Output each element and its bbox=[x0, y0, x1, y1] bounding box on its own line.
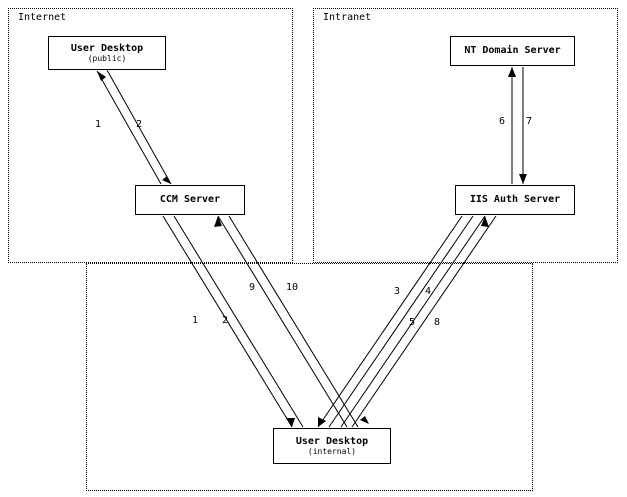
node-title: User Desktop bbox=[295, 435, 369, 447]
edge-label-6: 6 bbox=[499, 116, 506, 127]
intranet-region-label: Intranet bbox=[323, 12, 372, 23]
node-user-desktop-public[interactable] bbox=[48, 36, 166, 70]
edge-label-8: 8 bbox=[434, 317, 441, 328]
edge-label-1-bottom: 1 bbox=[192, 315, 199, 326]
node-subtitle: (internal) bbox=[307, 447, 357, 457]
node-subtitle: (public) bbox=[87, 54, 127, 64]
edge-label-4: 4 bbox=[425, 286, 432, 297]
node-iis-auth-server[interactable] bbox=[455, 185, 575, 215]
edge-label-3: 3 bbox=[394, 286, 401, 297]
edge-label-5: 5 bbox=[409, 317, 416, 328]
node-title: CCM Server bbox=[159, 194, 221, 206]
edge-label-10: 10 bbox=[286, 282, 299, 293]
node-title: User Desktop bbox=[70, 42, 144, 54]
edge-label-1-top: 1 bbox=[95, 119, 102, 130]
edge-label-2-top: 2 bbox=[136, 119, 143, 130]
edge-label-2-bottom: 2 bbox=[222, 315, 229, 326]
edge-label-9: 9 bbox=[249, 282, 256, 293]
node-ccm-server[interactable] bbox=[135, 185, 245, 215]
node-title: IIS Auth Server bbox=[469, 194, 561, 206]
node-user-desktop-internal[interactable] bbox=[273, 428, 391, 464]
edge-label-7: 7 bbox=[526, 116, 533, 127]
node-nt-domain-server[interactable] bbox=[450, 36, 575, 66]
internet-region-label: Internet bbox=[18, 12, 67, 23]
node-title: NT Domain Server bbox=[464, 45, 561, 57]
